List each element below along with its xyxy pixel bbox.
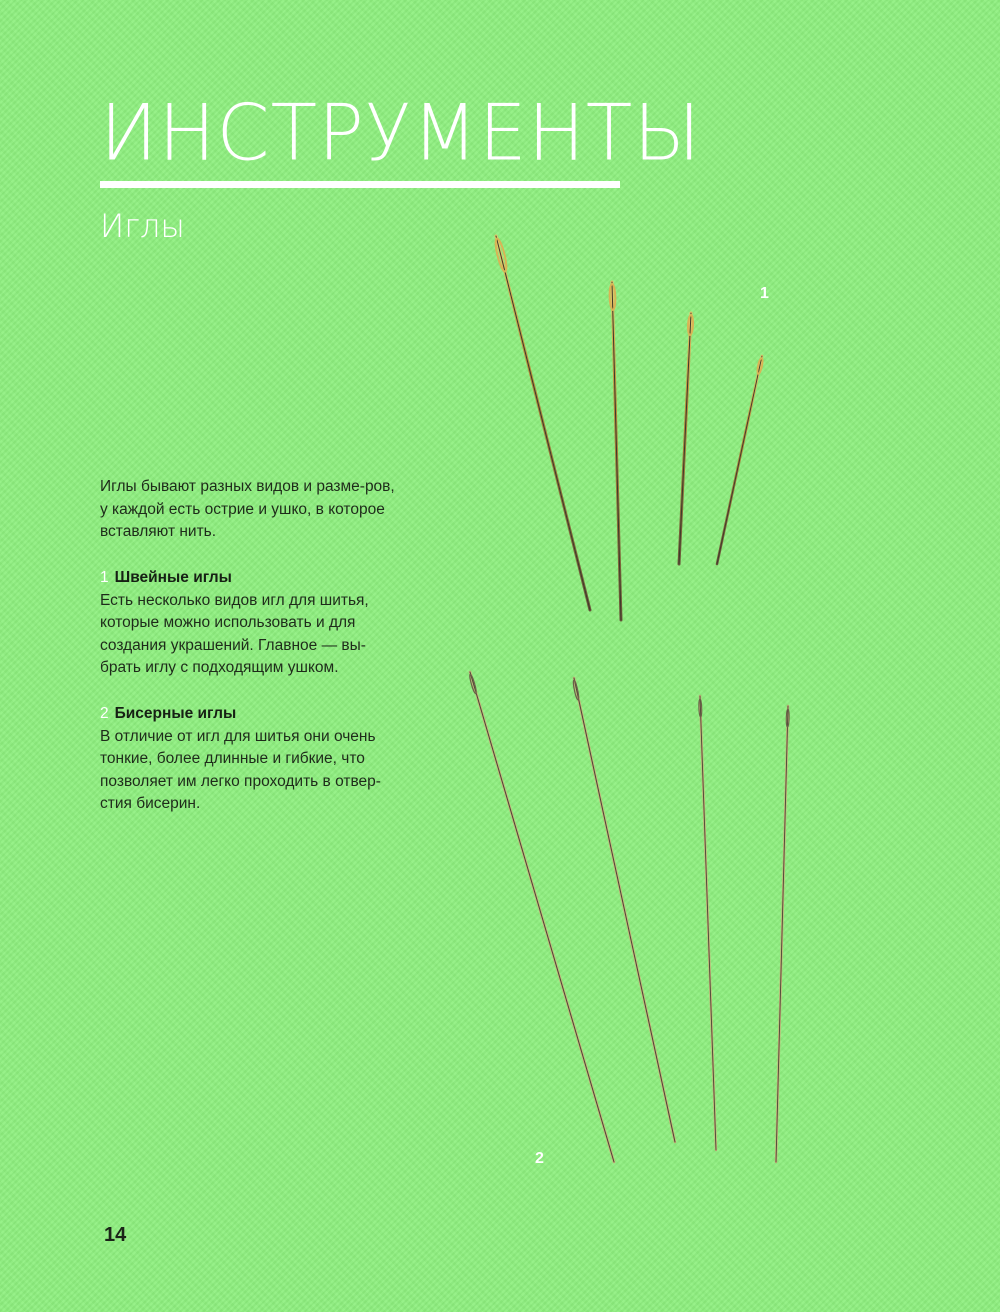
section-number: 1: [100, 569, 109, 586]
section-text: Есть несколько видов игл для шитья, которые можно использовать и для создания украшений. Главное — вы-брать иглу с подходящим ушком.: [100, 591, 369, 676]
beading-needle: [776, 706, 789, 1162]
figure-label-1: 1: [760, 285, 769, 302]
sewing-needle: [493, 236, 590, 610]
sewing-needle: [717, 356, 764, 564]
sewing-needles-group: [493, 236, 763, 620]
beading-needle: [699, 696, 716, 1150]
section-subtitle: Иглы: [100, 207, 185, 245]
sewing-needle: [679, 313, 694, 564]
section-number: 2: [100, 705, 109, 722]
section-title: Бисерные иглы: [114, 705, 237, 722]
beading-needles-group: [469, 672, 790, 1162]
figure-label-2: 2: [535, 1150, 544, 1167]
intro-paragraph: Иглы бывают разных видов и разме-ров, у каждой есть острие и ушко, в которое вставляют нить.: [100, 478, 395, 540]
page-number: 14: [104, 1224, 127, 1246]
sewing-needle: [609, 282, 621, 620]
section-title: Швейные иглы: [114, 569, 232, 586]
beading-needle: [469, 672, 614, 1162]
section-text: В отличие от игл для шитья они очень тонкие, более длинные и гибкие, что позволяет им легко проходить в отвер-стия бисерин.: [100, 727, 381, 812]
page-title: ИНСТРУМЕНТЫ: [100, 86, 702, 178]
